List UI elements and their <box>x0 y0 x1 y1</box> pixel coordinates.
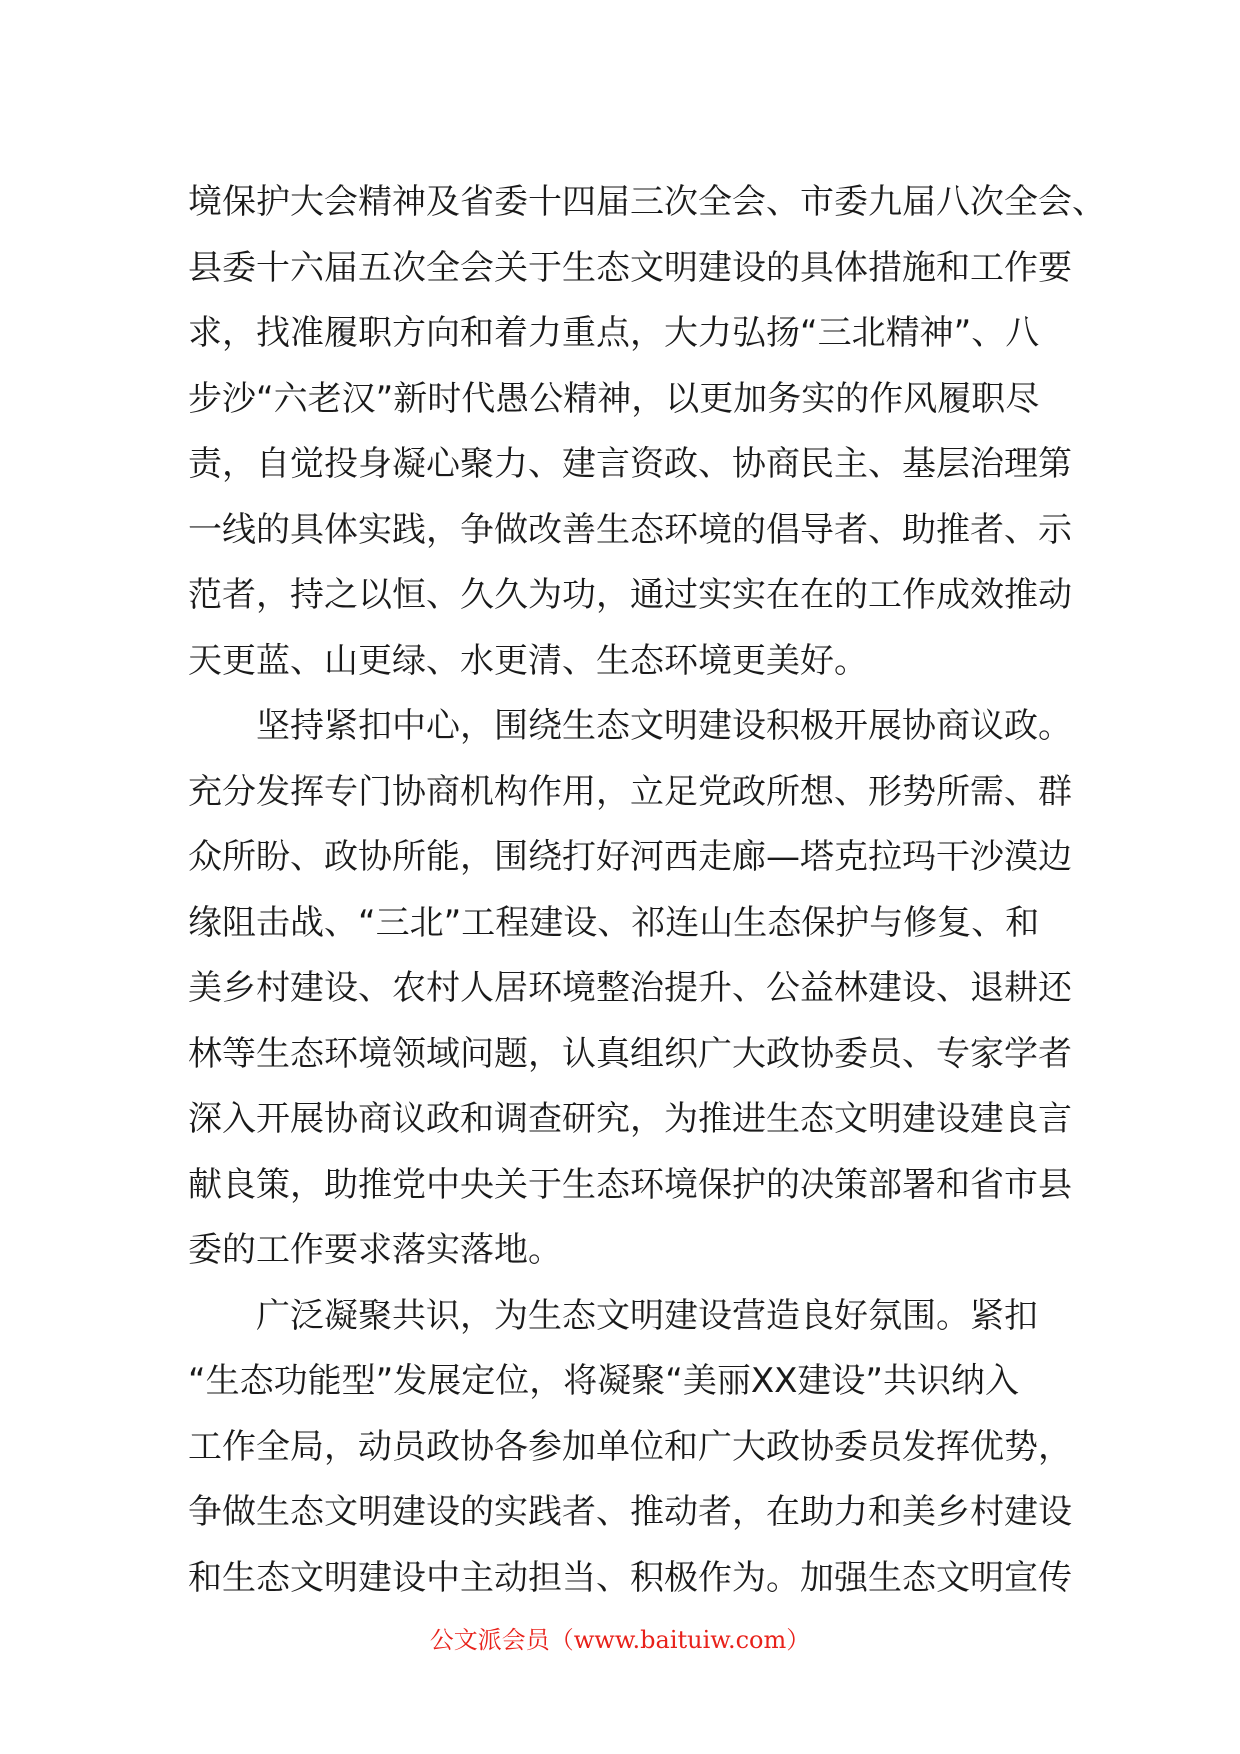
text-line: 天更蓝、山更绿、水更清、生态环境更美好。 <box>188 640 868 681</box>
text-line: 步沙“六老汉”新时代愚公精神，以更加务实的作风履职尽 <box>188 378 1040 419</box>
paragraph-start-line: 坚持紧扣中心，围绕生态文明建设积极开展协商议政。 <box>256 706 1072 746</box>
text-line: 求，找准履职方向和着力重点，大力弘扬“三北精神”、八 <box>188 313 1040 353</box>
text-line: 和生态文明建设中主动担当、积极作为。加强生态文明宣传 <box>188 1557 1072 1598</box>
text-line: 委的工作要求落实落地。 <box>188 1230 562 1270</box>
text-line: 缘阻击战、“三北”工程建设、祁连山生态保护与修复、和 <box>188 902 1040 943</box>
text-line: 县委十六届五次全会关于生态文明建设的具体措施和工作要 <box>188 247 1072 288</box>
text-line: 深入开展协商议政和调查研究，为推进生态文明建设建良言 <box>188 1099 1072 1139</box>
text-line: 众所盼、政协所能，围绕打好河西走廊—塔克拉玛干沙漠边 <box>188 837 1072 877</box>
text-line: 林等生态环境领域问题，认真组织广大政协委员、专家学者 <box>188 1033 1072 1074</box>
text-line: 工作全局，动员政协各参加单位和广大政协委员发挥优势， <box>188 1426 1072 1467</box>
text-line: 一线的具体实践，争做改善生态环境的倡导者、助推者、示 <box>188 509 1072 550</box>
text-line: “生态功能型”发展定位，将凝聚“美丽XX建设”共识纳入 <box>188 1361 1020 1401</box>
text-line: 范者，持之以恒、久久为功，通过实实在在的工作成效推动 <box>188 575 1072 615</box>
text-line: 美乡村建设、农村人居环境整治提升、公益林建设、退耕还 <box>188 968 1072 1008</box>
text-line: 境保护大会精神及省委十四届三次全会、市委九届八次全会、 <box>188 182 1106 222</box>
text-line: 献良策，助推党中央关于生态环境保护的决策部署和省市县 <box>188 1164 1072 1205</box>
text-line: 充分发挥专门协商机构作用，立足党政所想、形势所需、群 <box>188 771 1072 812</box>
document-body <box>188 170 1106 1611</box>
text-line: 争做生态文明建设的实践者、推动者，在助力和美乡村建设 <box>188 1492 1072 1532</box>
text-line: 责，自觉投身凝心聚力、建言资政、协商民主、基层治理第 <box>188 444 1072 484</box>
footer-watermark: 公文派会员（www.baituiw.com） <box>429 1626 811 1654</box>
paragraph-start-line: 广泛凝聚共识，为生态文明建设营造良好氛围。紧扣 <box>256 1295 1038 1336</box>
